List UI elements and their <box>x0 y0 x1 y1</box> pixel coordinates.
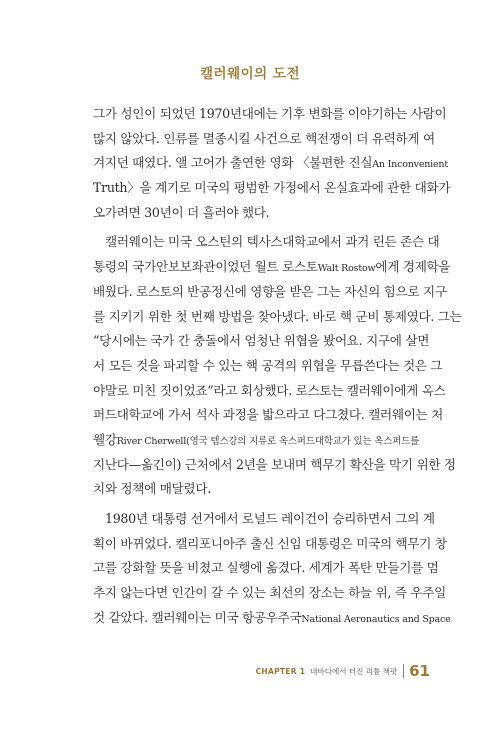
page-footer <box>256 662 430 680</box>
text-line: 추지 않는다면 인간이 갈 수 있는 최선의 장소는 하늘 위, 즉 우주일 <box>93 585 446 601</box>
chapter-title: 네바다에서 터진 리튬 잭팟 <box>310 666 398 676</box>
text-line-main: 통령의 국가안보보좌관이었던 월트 로스토 <box>93 259 318 275</box>
text-line: 치와 정책에 매달렸다. <box>93 481 211 497</box>
body-text <box>93 102 462 630</box>
inline-annotation: National Aeronautics and Space <box>301 613 451 625</box>
text-line: 고를 강화할 뜻을 비쳤고 실행에 옮겼다. 세계가 폭탄 만들기를 멈 <box>93 560 439 576</box>
chapter-section-title: 캘러웨이의 도전 <box>200 66 300 82</box>
text-line: 퍼드대학교에 가서 석사 과정을 밟으라고 다그쳤다. 캘러웨이는 처 <box>93 407 443 423</box>
text-line: 캘러웨이는 미국 오스틴의 텍사스대학교에서 과거 린든 존슨 대 <box>105 234 440 250</box>
text-line: 야말로 미친 짓이었죠”라고 회상했다. 로스토는 캘러웨이에게 옥스 <box>93 382 446 398</box>
text-line <box>93 606 451 631</box>
text-line-main: 것 같았다. 캘러웨이는 미국 항공우주국 <box>93 609 302 625</box>
text-line: Truth〉을 계기로 미국의 평범한 가정에서 온실효과에 관한 대화가 <box>93 180 451 196</box>
text-line-main: 겨지던 때였다. 앨 고어가 출연한 영화 〈불편한 진실 <box>93 155 373 171</box>
text-line: 획이 바뀌었다. 캘리포니아주 출신 신임 대통령은 미국의 핵무기 창 <box>93 535 447 551</box>
text-line-main: 웰강 <box>93 431 117 447</box>
text-line <box>93 255 451 280</box>
text-line <box>93 428 430 453</box>
footer-divider <box>403 664 404 678</box>
page-number: 61 <box>409 662 430 680</box>
text-line <box>93 151 448 176</box>
text-line-tail: 에게 경제학을 <box>375 259 451 275</box>
text-line: 지난다—옮긴이) 근처에서 2년을 보내며 핵무기 확산을 막기 위한 정 <box>93 456 456 472</box>
text-line: 그가 성인이 되었던 1970년대에는 기후 변화를 이야기하는 사람이 <box>93 106 447 121</box>
inline-annotation: An Inconvenient <box>372 159 448 171</box>
text-line: 서 모든 것을 파괴할 수 있는 핵 공격의 위협을 무릅쓴다는 것은 그 <box>93 357 443 373</box>
inline-annotation: River Cherwell(영국 템스강의 지류로 옥스퍼드대학교가 있는 옥스퍼드를 <box>116 435 420 447</box>
text-line: 배웠다. 로스토의 반공정신에 영향을 받은 그는 자신의 힘으로 지구 <box>93 283 447 299</box>
text-line: 많지 않았다. 인류를 멸종시킬 사건으로 핵전쟁이 더 유력하게 여 <box>93 130 435 146</box>
text-line: “당시에는 국가 간 충돌에서 엄청난 위협을 봤어요. 지구에 살면 <box>93 333 430 349</box>
inline-annotation: Walt Rostow <box>317 263 376 275</box>
chapter-label: CHAPTER 1 <box>255 666 306 676</box>
text-line: 를 지키기 위한 첫 번째 방법을 찾아냈다. 바로 핵 군비 통제였다. 그는 <box>93 308 462 324</box>
text-line: 1980년 대통령 선거에서 로널드 레이건이 승리하면서 그의 계 <box>105 511 435 526</box>
text-line: 오가려면 30년이 더 흘러야 했다. <box>93 204 270 220</box>
